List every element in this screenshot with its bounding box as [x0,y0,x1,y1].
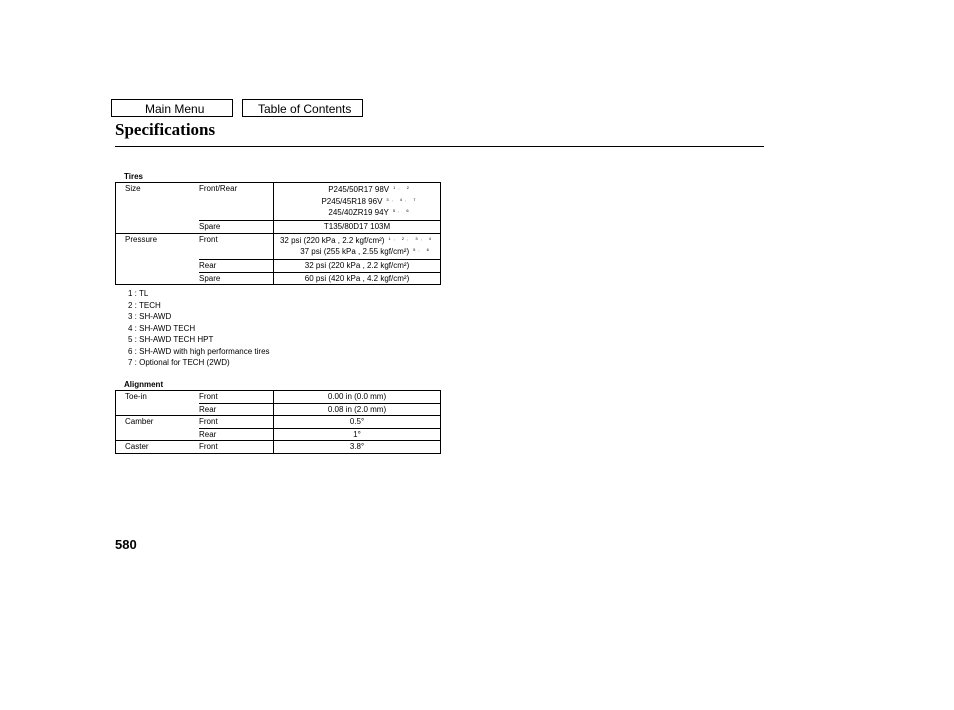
table-row [116,416,441,429]
footnote-item: 1 : TL [128,289,149,298]
footnotes-list [128,288,270,369]
pressure-front-value: 37 psi (255 kPa , 2.55 kgf/cm²) [300,247,410,257]
pressure-front-value: 32 psi (220 kPa , 2.2 kgf/cm²) [279,235,385,245]
caster-front-label: Front [199,441,274,454]
size-value: 245/40ZR19 94Y [328,208,389,218]
footnote-ref: 5, 6 [392,208,412,214]
footnote-ref: 5, 6 [413,247,432,253]
alignment-heading: Alignment [124,380,164,389]
pressure-label: Pressure [116,233,200,259]
footnote-item: 2 : TECH [128,300,161,310]
toe-front-value: 0.00 in (0.0 mm) [274,391,441,404]
pressure-rear-value: 32 psi (220 kPa , 2.2 kgf/cm²) [274,260,441,273]
toe-rear-value: 0.08 in (2.0 mm) [274,403,441,416]
table-row [116,233,441,259]
pressure-rear-label: Rear [199,260,274,273]
size-front-rear-label: Front/Rear [199,184,238,193]
table-row [116,441,441,454]
main-menu-label: Main Menu [145,102,205,116]
table-row [116,260,441,273]
camber-rear-label: Rear [199,428,274,441]
toe-rear-label: Rear [199,403,274,416]
pressure-front-label: Front [199,233,274,259]
size-value: P245/45R18 96V [321,196,383,206]
table-of-contents-button[interactable] [242,99,363,117]
size-values-cell [274,183,441,221]
table-row [116,391,441,404]
caster-label: Caster [116,441,200,454]
footnote-ref: 3, 4, 7 [386,196,419,202]
spare-size-value: T135/80D17 103M [274,221,441,234]
camber-rear-value: 1° [274,428,441,441]
toe-in-label: Toe-in [125,392,147,401]
camber-front-value: 0.5° [274,416,441,429]
table-row [116,221,441,234]
footnote-item: 7 : Optional for TECH (2WD) [128,358,230,367]
toe-front-label: Front [199,392,218,401]
footnote-item: 4 : SH-AWD TECH [128,323,196,333]
tires-table [115,182,441,285]
size-value: P245/50R17 98V [328,185,390,194]
page-number: 580 [115,537,137,552]
table-row [116,428,441,441]
footnote-ref: 1, 2, 3, 4 [388,235,435,241]
pressure-front-cell [274,233,441,259]
table-row [116,183,441,221]
title-divider [115,146,764,147]
footnote-item: 6 : SH-AWD with high performance tires [128,346,270,356]
size-label: Size [125,184,141,193]
table-row [116,403,441,416]
alignment-table [115,390,441,454]
footnote-item: 3 : SH-AWD [128,312,172,321]
caster-front-value: 3.8° [274,441,441,454]
main-menu-button[interactable] [111,99,233,117]
tires-heading: Tires [124,172,143,181]
pressure-spare-label: Spare [199,272,274,285]
camber-label: Camber [116,416,200,429]
table-row [116,272,441,285]
footnote-item: 5 : SH-AWD TECH HPT [128,335,214,344]
camber-front-label: Front [199,416,274,429]
spare-label: Spare [199,221,274,234]
table-of-contents-label: Table of Contents [258,102,352,116]
pressure-spare-value: 60 psi (420 kPa , 4.2 kgf/cm²) [274,272,441,285]
footnote-ref: 1, 2 [393,185,412,190]
page-title: Specifications [115,120,216,139]
